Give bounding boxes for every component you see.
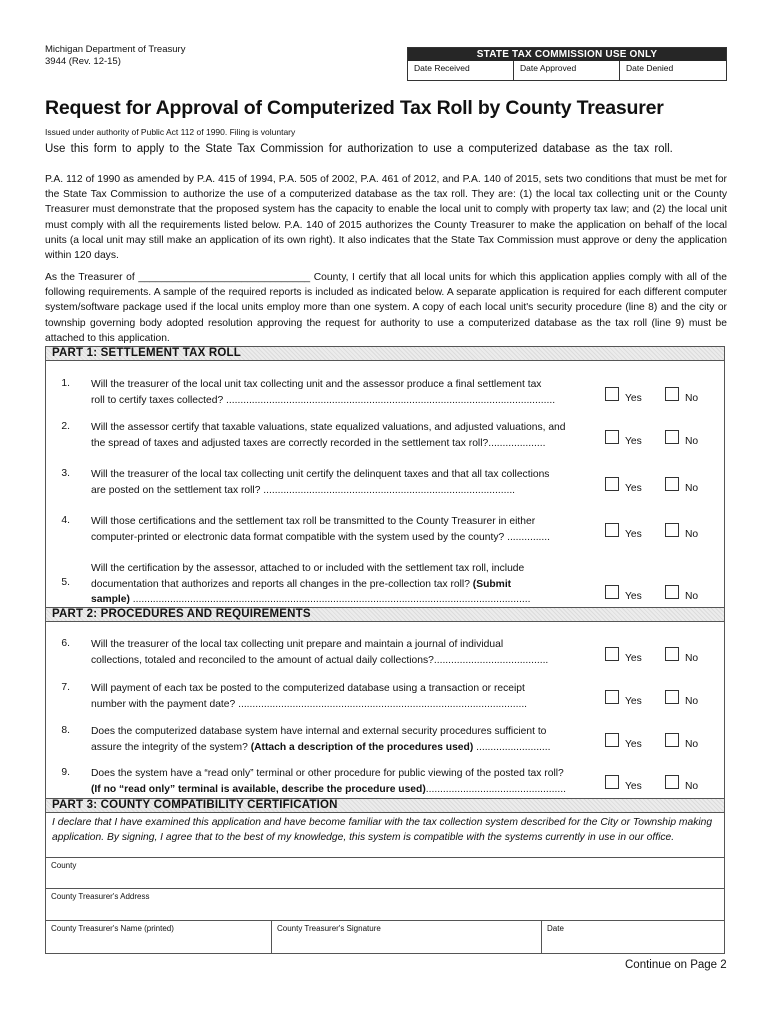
declaration-text: I declare that I have examined this application and have become familiar with the tax collection system described for the City or Township making application. By signing, I agree that to the best of my knowledge, this system is compatible with the systems currently in use in our office.	[52, 817, 713, 843]
continue-note: Continue on Page 2	[625, 959, 727, 971]
q2-no-checkbox[interactable]	[665, 430, 679, 444]
date-label: Date	[547, 924, 564, 933]
question-text: Will the treasurer of the local tax collecting unit certify the delinquent taxes and that all tax collections	[91, 469, 550, 480]
question-text: Does the computerized database system have internal and external security procedures sufficient to	[91, 726, 547, 737]
question-text	[91, 782, 591, 798]
question-text-part: documentation that authorizes and reports all changes in the pre-collection tax roll?	[91, 578, 473, 590]
no-label: No	[685, 393, 699, 404]
question-7	[91, 681, 591, 712]
legal-paragraph: P.A. 112 of 1990 as amended by P.A. 415 of 1994, P.A. 505 of 2002, P.A. 461 of 2012, and P.A. 140 of 2015, sets two conditions that must be met for the State Tax Commission to authorize the use of a computerized database as the tax roll. They are: (1) the local tax collecting unit or the County Treasurer must demonstrate that the proposed system has the capacity to enable the local unit to comply with property tax law; and (2) the local unit must comply with all the requirements listed below. P.A. 140 of 2015 authorizes the County Treasurer to make the application on behalf of the local units (a local unit may still make an application of its own right). It also indicates that the State Tax Commission must approve or deny the application within 120 days.	[45, 174, 727, 262]
treasurer-name-field[interactable]	[46, 921, 272, 953]
question-text: computer-printed or electronic data format compatible with the system used by the county? ...............	[91, 531, 550, 543]
question-2	[91, 420, 591, 451]
part2-header	[45, 607, 725, 622]
q7-yes-checkbox[interactable]	[605, 690, 619, 704]
question-number: 4.	[61, 515, 70, 526]
q5-yes-checkbox[interactable]	[605, 585, 619, 599]
county-label: County	[51, 861, 77, 870]
part3-header	[45, 798, 725, 813]
date-field[interactable]	[542, 921, 724, 953]
signature-row	[45, 920, 725, 954]
question-number: 9.	[61, 767, 70, 778]
question-number: 7.	[61, 682, 70, 693]
yes-label: Yes	[625, 436, 642, 447]
yes-label: Yes	[625, 696, 642, 707]
part2-title: PART 2: PROCEDURES AND REQUIREMENTS	[52, 608, 311, 620]
form-number: 3944 (Rev. 12-15)	[45, 56, 121, 67]
q1-no-checkbox[interactable]	[665, 387, 679, 401]
yes-label: Yes	[625, 393, 642, 404]
submit-sample-note: (Submit	[472, 578, 512, 590]
q7-no-checkbox[interactable]	[665, 690, 679, 704]
q6-no-checkbox[interactable]	[665, 647, 679, 661]
question-text: Will the treasurer of the local unit tax collecting unit and the assessor produce a final settlement tax	[91, 379, 542, 390]
dot-leader: ...........................................................................................................................................	[129, 594, 531, 605]
q1-yes-checkbox[interactable]	[605, 387, 619, 401]
agency-name: Michigan Department of Treasury	[45, 44, 186, 55]
form-title: Request for Approval of Computerized Tax Roll by County Treasurer	[45, 97, 664, 119]
question-number: 6.	[61, 638, 70, 649]
read-only-note: (If no “read only” terminal is available, describe the procedure used)	[91, 783, 426, 795]
yes-label: Yes	[625, 591, 642, 602]
treasurer-signature-field[interactable]	[272, 921, 542, 953]
q4-no-checkbox[interactable]	[665, 523, 679, 537]
q9-yes-checkbox[interactable]	[605, 775, 619, 789]
part1-title: PART 1: SETTLEMENT TAX ROLL	[52, 347, 241, 359]
no-label: No	[685, 436, 699, 447]
certification-paragraph: As the Treasurer of ______________________________ County, I certify that all local units for which this application applies comply with all of the following requirements. A sample of the required reports is included as indicated below. A separate application is required for each different computer system/software package used if the local units employ more than one system. A copy of each local unit's security procedure (line 8) and the city or township governing body adopted resolution approving the request for authority to use a computerized database as the tax roll (line 9) must be attached to this application.	[45, 272, 727, 344]
question-text: are posted on the settlement tax roll? ........................................................................................	[91, 484, 516, 496]
question-number: 2.	[61, 421, 70, 432]
treasurer-signature-label: County Treasurer's Signature	[277, 924, 381, 933]
question-text: collections, totaled and reconciled to the amount of actual daily collections?........................................	[91, 654, 549, 666]
question-text: Will the assessor certify that taxable valuations, state equalized valuations, and adjusted valuations, and	[91, 422, 566, 433]
question-number: 1.	[61, 378, 70, 389]
q8-yes-checkbox[interactable]	[605, 733, 619, 747]
question-text: Will those certifications and the settlement tax roll be transmitted to the County Treasurer in either	[91, 516, 536, 527]
question-text: Will the certification by the assessor, attached to or included with the settlement tax roll, include	[91, 563, 525, 574]
q2-yes-checkbox[interactable]	[605, 430, 619, 444]
treasurer-name-label: County Treasurer's Name (printed)	[51, 924, 174, 933]
stc-box-title: STATE TAX COMMISSION USE ONLY	[408, 48, 726, 61]
yes-label: Yes	[625, 529, 642, 540]
yes-label: Yes	[625, 483, 642, 494]
question-text: Does the system have a “read only” terminal or other procedure for public viewing of the posted tax roll?	[91, 768, 564, 779]
no-label: No	[685, 739, 699, 750]
agency-header	[45, 44, 185, 68]
question-number: 8.	[61, 725, 70, 736]
authority-note: Issued under authority of Public Act 112 of 1990. Filing is voluntary	[45, 127, 296, 137]
date-denied-field: Date Denied	[626, 63, 674, 73]
question-6	[91, 637, 591, 668]
question-number: 3.	[61, 468, 70, 479]
q8-no-checkbox[interactable]	[665, 733, 679, 747]
q3-no-checkbox[interactable]	[665, 477, 679, 491]
q3-yes-checkbox[interactable]	[605, 477, 619, 491]
question-text	[91, 740, 591, 756]
part3-title: PART 3: COUNTY COMPATIBILITY CERTIFICATION	[52, 799, 338, 811]
yes-label: Yes	[625, 739, 642, 750]
dot-leader: .................................................	[425, 783, 566, 795]
yes-label: Yes	[625, 653, 642, 664]
no-label: No	[685, 696, 699, 707]
question-text	[91, 592, 591, 608]
question-text: Will payment of each tax be posted to the computerized database using a transaction or receipt	[91, 683, 525, 694]
intro-text: Use this form to apply to the State Tax Commission for authorization to use a computerized database as the tax roll.	[45, 143, 673, 155]
question-text: number with the payment date? .....................................................................................................	[91, 698, 528, 710]
no-label: No	[685, 483, 699, 494]
question-4	[91, 514, 591, 545]
part1-header	[45, 346, 725, 361]
stc-use-only-box	[407, 47, 727, 81]
q9-no-checkbox[interactable]	[665, 775, 679, 789]
attach-description-note: (Attach a description of the procedures used)	[250, 741, 474, 753]
question-9	[91, 766, 601, 797]
date-received-field: Date Received	[408, 61, 514, 80]
dot-leader: ..........................	[473, 741, 551, 753]
q6-yes-checkbox[interactable]	[605, 647, 619, 661]
question-8	[91, 724, 591, 755]
q4-yes-checkbox[interactable]	[605, 523, 619, 537]
yes-label: Yes	[625, 781, 642, 792]
county-field[interactable]	[45, 857, 725, 889]
question-text: the spread of taxes and adjusted taxes are correctly recorded in the settlement tax roll?....................	[91, 437, 546, 449]
submit-sample-note: sample)	[91, 594, 130, 605]
question-number: 5.	[61, 577, 70, 588]
no-label: No	[685, 591, 699, 602]
q5-no-checkbox[interactable]	[665, 585, 679, 599]
question-text: roll to certify taxes collected? ...................................................................................................................	[91, 394, 556, 406]
question-text-part: assure the integrity of the system?	[91, 741, 251, 753]
no-label: No	[685, 781, 699, 792]
no-label: No	[685, 529, 699, 540]
question-text: Will the treasurer of the local tax collecting unit prepare and maintain a journal of individual	[91, 639, 504, 650]
date-approved-field: Date Approved	[514, 61, 620, 80]
question-1	[91, 377, 591, 408]
question-text	[91, 577, 591, 593]
no-label: No	[685, 653, 699, 664]
treasurer-address-field[interactable]	[45, 888, 725, 921]
question-5	[91, 561, 591, 608]
question-3	[91, 467, 591, 498]
treasurer-address-label: County Treasurer's Address	[51, 892, 150, 901]
